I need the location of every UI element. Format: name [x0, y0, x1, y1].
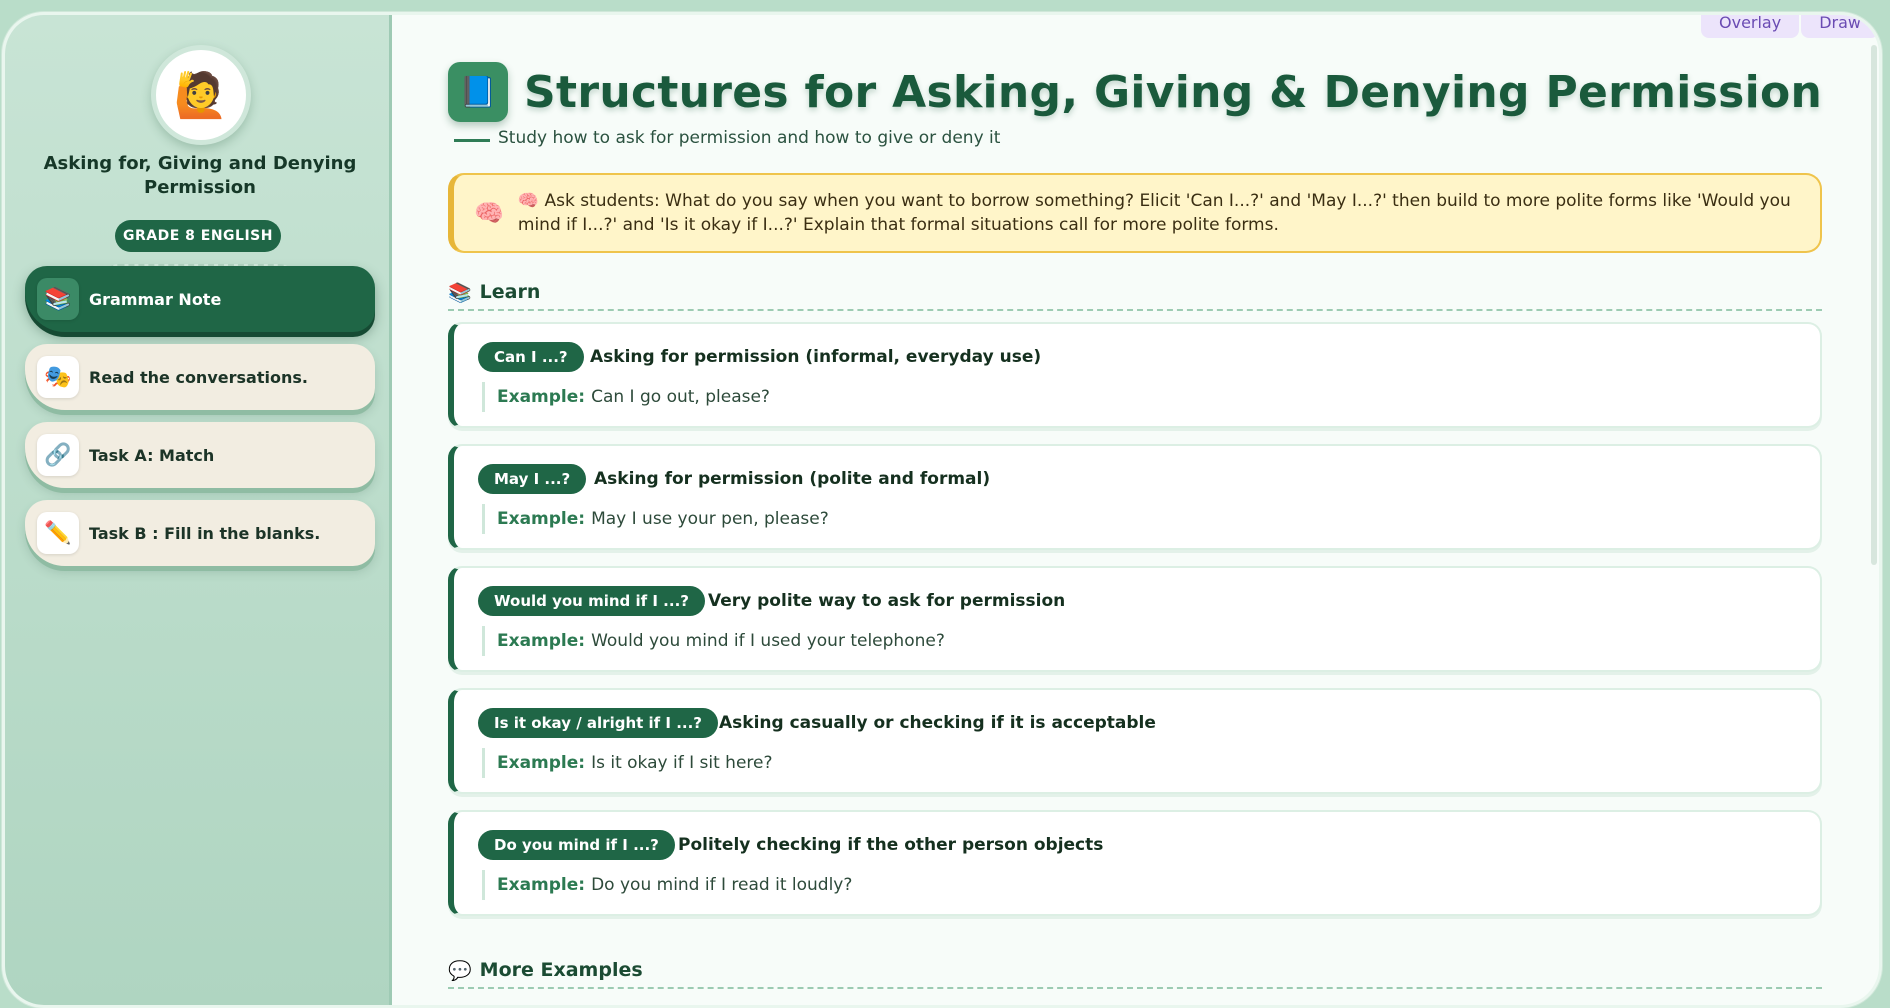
scrollbar[interactable] — [1871, 45, 1877, 565]
example-line — [482, 626, 945, 656]
section-title: More Examples — [479, 959, 643, 981]
nav-item-label: Task A: Match — [89, 445, 215, 465]
example-text: Can I go out, please? — [591, 387, 770, 407]
usage-text: Asking for permission (informal, everyday use) — [590, 347, 1042, 367]
example-text: Do you mind if I read it loudly? — [591, 875, 853, 895]
nav-item-label: Read the conversations. — [89, 367, 308, 387]
example-label: Example: — [497, 875, 586, 895]
section-more-examples — [448, 953, 1822, 989]
phrase-pill: May I ...? — [478, 464, 586, 494]
example-line — [482, 870, 852, 900]
phrase-pill: Is it okay / alright if I ...? — [478, 708, 718, 738]
section-title: Learn — [479, 281, 541, 303]
example-label: Example: — [497, 631, 586, 651]
structure-card — [448, 322, 1822, 428]
lesson-title: Asking for, Giving and Denying Permission — [43, 153, 357, 198]
main-content — [392, 15, 1879, 1005]
example-line — [482, 382, 770, 412]
teacher-tip — [448, 173, 1822, 253]
usage-text: Asking for permission (polite and formal) — [594, 469, 991, 489]
page-subtitle: Study how to ask for permission and how to give or deny it — [498, 128, 1001, 148]
link-icon: 🔗 — [37, 434, 79, 476]
books-icon: 📚 — [37, 278, 79, 320]
avatar — [151, 45, 251, 145]
nav-item-label: Task B : Fill in the blanks. — [89, 523, 321, 543]
usage-text: Very polite way to ask for permission — [708, 591, 1066, 611]
raising-hand-icon: 🙋 — [173, 70, 229, 121]
nav-item-grammar-note[interactable] — [25, 266, 375, 332]
nav-item-label: Grammar Note — [89, 289, 222, 309]
brain-icon: 🧠 — [474, 199, 504, 227]
pencil-icon: ✏️ — [37, 512, 79, 554]
app-frame — [2, 12, 1882, 1008]
grade-badge: GRADE 8 ENGLISH — [115, 220, 281, 252]
example-text: Is it okay if I sit here? — [591, 753, 773, 773]
structure-card — [448, 566, 1822, 672]
usage-text: Politely checking if the other person objects — [678, 835, 1104, 855]
example-text: Would you mind if I used your telephone? — [591, 631, 945, 651]
example-text: May I use your pen, please? — [591, 509, 829, 529]
phrase-pill: Do you mind if I ...? — [478, 830, 675, 860]
books-icon: 📚 — [448, 281, 472, 304]
phrase-pill: Would you mind if I ...? — [478, 586, 705, 616]
structure-card — [448, 688, 1822, 794]
speech-bubble-icon: 💬 — [448, 959, 472, 982]
page-title: Structures for Asking, Giving & Denying Permission — [524, 67, 1823, 118]
example-line — [482, 748, 773, 778]
nav-item-task-a[interactable] — [25, 422, 375, 488]
masks-icon: 🎭 — [37, 356, 79, 398]
structure-card — [448, 444, 1822, 550]
nav-item-task-b[interactable] — [25, 500, 375, 566]
usage-text: Asking casually or checking if it is acceptable — [719, 713, 1156, 733]
sidebar — [5, 15, 392, 1005]
section-learn — [448, 275, 1822, 311]
example-label: Example: — [497, 387, 586, 407]
tip-text: 🧠 Ask students: What do you say when you want to borrow something? Elicit 'Can I...?' and 'May I...?' then build to more polite forms like 'Would you mind if I...?' and 'Is it okay if I...?' Explain that formal situations call for more polite forms. — [517, 191, 1791, 235]
nav-item-read-conversations[interactable] — [25, 344, 375, 410]
structure-card — [448, 810, 1822, 916]
overlay-button[interactable]: Overlay — [1701, 12, 1799, 38]
book-icon: 📘 — [448, 62, 508, 122]
phrase-pill: Can I ...? — [478, 342, 584, 372]
example-label: Example: — [497, 753, 586, 773]
example-label: Example: — [497, 509, 586, 529]
top-toolbar — [1701, 12, 1879, 38]
subtitle-rule — [454, 139, 490, 142]
example-line — [482, 504, 829, 534]
draw-button[interactable]: Draw — [1801, 12, 1879, 38]
